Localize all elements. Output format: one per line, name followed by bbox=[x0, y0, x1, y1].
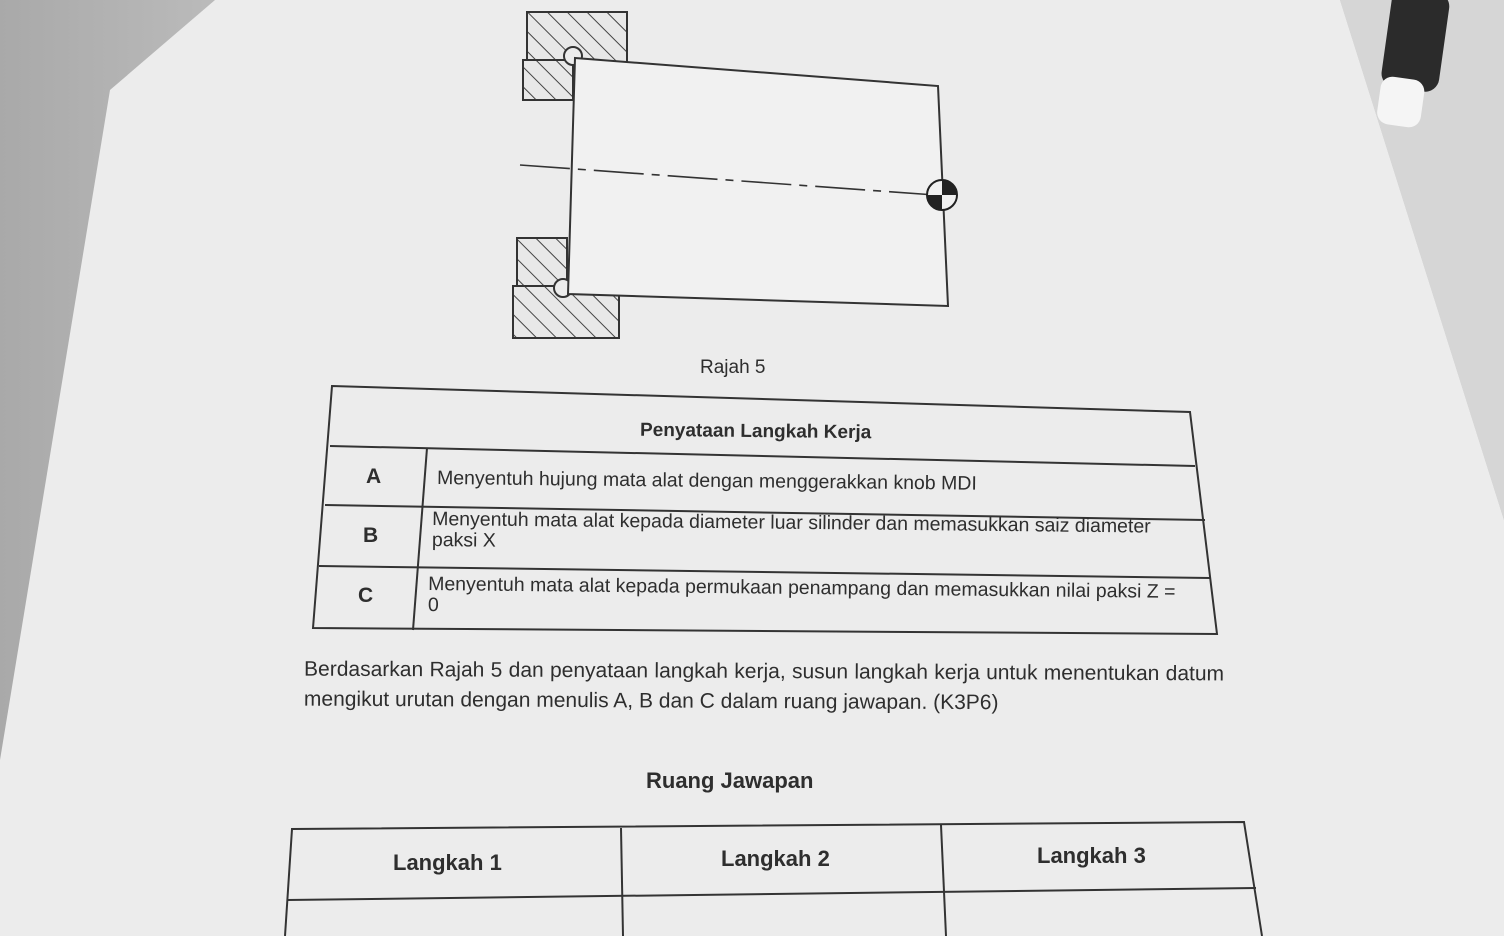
datum-symbol-icon bbox=[927, 180, 957, 210]
answer-space-title: Ruang Jawapan bbox=[646, 768, 814, 793]
step-3-header: Langkah 3 bbox=[1037, 843, 1146, 868]
row-c-text: Menyentuh mata alat kepada permukaan penampang dan memasukkan nilai paksi Z = 0 bbox=[427, 573, 1176, 617]
pen-object bbox=[1365, 0, 1475, 140]
steps-table-title: Penyataan Langkah Kerja bbox=[639, 419, 872, 444]
step-2-header: Langkah 2 bbox=[721, 846, 830, 871]
figure-caption: Rajah 5 bbox=[700, 357, 766, 378]
row-b-label: B bbox=[363, 524, 379, 547]
row-a-text: Menyentuh hujung mata alat dengan menggerakkan knob MDI bbox=[436, 467, 977, 495]
row-a-label: A bbox=[366, 465, 382, 488]
row-c-label: C bbox=[358, 584, 374, 607]
row-b-text: Menyentuh mata alat kepada diameter luar silinder dan memasukkan saiz diameter paksi X bbox=[431, 508, 1151, 552]
question-text: Berdasarkan Rajah 5 dan penyataan langkah kerja, susun langkah kerja untuk menentukan datum mengikut urutan dengan menulis A, B dan C dalam ruang jawapan. (K3P6) bbox=[303, 657, 1225, 715]
step-1-header: Langkah 1 bbox=[393, 850, 502, 875]
